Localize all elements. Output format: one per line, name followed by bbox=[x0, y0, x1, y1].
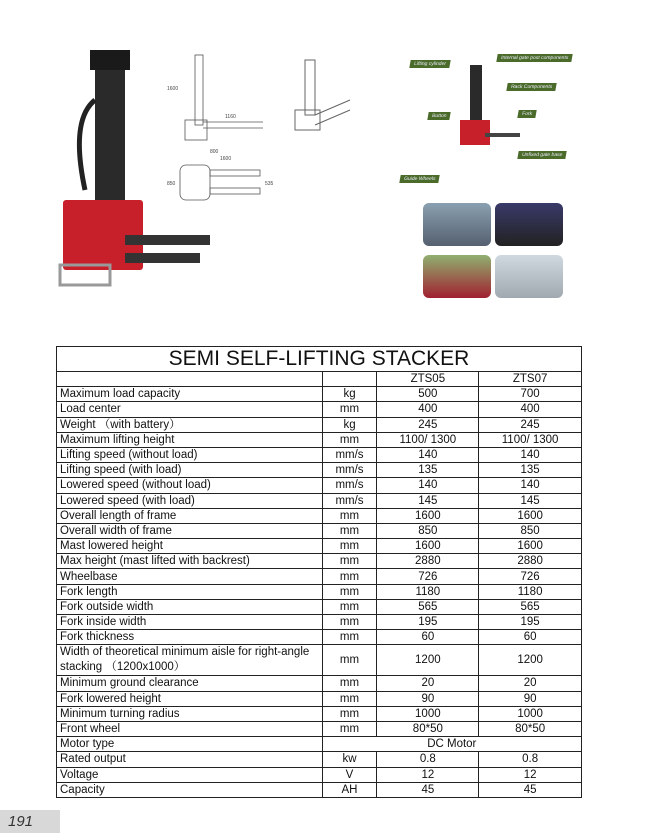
table-row bbox=[57, 508, 582, 523]
table-row bbox=[57, 432, 582, 447]
table-row bbox=[57, 478, 582, 493]
spec-label: Fork outside width bbox=[57, 599, 323, 614]
value-zts07: 140 bbox=[479, 478, 582, 493]
dim-800: 800 bbox=[210, 149, 219, 155]
table-row bbox=[57, 676, 582, 691]
label-gate-base: Unfixed gate base bbox=[517, 151, 567, 159]
spec-unit: mm/s bbox=[322, 447, 377, 462]
usage-photo-1 bbox=[423, 203, 491, 246]
spec-unit: mm/s bbox=[322, 478, 377, 493]
value-zts07: 135 bbox=[479, 463, 582, 478]
spec-label: Mast lowered height bbox=[57, 539, 323, 554]
spec-unit: kw bbox=[322, 752, 377, 767]
value-zts05: 0.8 bbox=[377, 752, 479, 767]
spec-label: Rated output bbox=[57, 752, 323, 767]
page-number: 191 bbox=[8, 813, 34, 830]
value-zts05: 140 bbox=[377, 478, 479, 493]
value-zts05: 20 bbox=[377, 676, 479, 691]
value-zts07: 245 bbox=[479, 417, 582, 432]
value-zts07: 565 bbox=[479, 599, 582, 614]
table-row bbox=[57, 569, 582, 584]
spec-unit: mm bbox=[322, 706, 377, 721]
value-zts05: 500 bbox=[377, 387, 479, 402]
value-zts07: 1000 bbox=[479, 706, 582, 721]
dim-width: 850 bbox=[167, 181, 176, 187]
table-row bbox=[57, 752, 582, 767]
motor-value: DC Motor bbox=[322, 737, 581, 752]
value-zts05: 135 bbox=[377, 463, 479, 478]
table-row bbox=[57, 645, 582, 676]
value-zts07: 1600 bbox=[479, 539, 582, 554]
label-button: Button bbox=[427, 112, 451, 120]
spec-unit: kg bbox=[322, 417, 377, 432]
value-zts05: 1100/ 1300 bbox=[377, 432, 479, 447]
value-zts05: 1000 bbox=[377, 706, 479, 721]
value-zts07: 400 bbox=[479, 402, 582, 417]
table-row bbox=[57, 584, 582, 599]
value-zts07: 80*50 bbox=[479, 721, 582, 736]
value-zts07: 1600 bbox=[479, 508, 582, 523]
spec-label: Wheelbase bbox=[57, 569, 323, 584]
table-row bbox=[57, 599, 582, 614]
table-row bbox=[57, 737, 582, 752]
spec-unit: mm bbox=[322, 599, 377, 614]
value-zts05: 565 bbox=[377, 599, 479, 614]
dimension-drawing bbox=[165, 50, 280, 210]
usage-photo-4 bbox=[495, 255, 563, 298]
value-zts05: 2880 bbox=[377, 554, 479, 569]
value-zts07: 145 bbox=[479, 493, 582, 508]
label-rack: Rack Components bbox=[506, 83, 557, 91]
table-title: SEMI SELF-LIFTING STACKER bbox=[57, 347, 582, 372]
table-row bbox=[57, 782, 582, 797]
spec-unit: mm bbox=[322, 508, 377, 523]
spec-unit: mm bbox=[322, 630, 377, 645]
value-zts05: 1200 bbox=[377, 645, 479, 676]
spec-unit: V bbox=[322, 767, 377, 782]
table-row bbox=[57, 767, 582, 782]
dim-length: 1600 bbox=[220, 156, 232, 162]
table-row bbox=[57, 615, 582, 630]
value-zts05: 90 bbox=[377, 691, 479, 706]
spec-label: Fork inside width bbox=[57, 615, 323, 630]
value-zts05: 195 bbox=[377, 615, 479, 630]
value-zts05: 45 bbox=[377, 782, 479, 797]
value-zts05: 145 bbox=[377, 493, 479, 508]
value-zts07: 1200 bbox=[479, 645, 582, 676]
spec-unit: mm bbox=[322, 554, 377, 569]
spec-label: Fork length bbox=[57, 584, 323, 599]
spec-unit: mm bbox=[322, 721, 377, 736]
spec-label: Front wheel bbox=[57, 721, 323, 736]
model-header: ZTS07 bbox=[479, 372, 582, 387]
annotated-stacker bbox=[440, 55, 520, 155]
spec-label: Lowered speed (with load) bbox=[57, 493, 323, 508]
value-zts07: 195 bbox=[479, 615, 582, 630]
spec-label: Lifting speed (with load) bbox=[57, 463, 323, 478]
spec-unit: mm/s bbox=[322, 463, 377, 478]
label-internal-gate: Internal gate post components bbox=[496, 54, 573, 62]
value-zts07: 850 bbox=[479, 523, 582, 538]
table-row bbox=[57, 721, 582, 736]
spec-unit: AH bbox=[322, 782, 377, 797]
table-row bbox=[57, 493, 582, 508]
spec-label: Maximum lifting height bbox=[57, 432, 323, 447]
spec-label: Voltage bbox=[57, 767, 323, 782]
value-zts07: 12 bbox=[479, 767, 582, 782]
spec-unit: mm bbox=[322, 615, 377, 630]
value-zts05: 726 bbox=[377, 569, 479, 584]
table-row bbox=[57, 691, 582, 706]
spec-unit: mm bbox=[322, 691, 377, 706]
table-row bbox=[57, 402, 582, 417]
table-row bbox=[57, 554, 582, 569]
spec-label: Weight （with battery） bbox=[57, 417, 323, 432]
spec-unit: mm bbox=[322, 539, 377, 554]
spec-label: Minimum turning radius bbox=[57, 706, 323, 721]
page-number-box bbox=[0, 810, 60, 833]
label-lifting-cylinder: Lifting cylinder bbox=[409, 60, 450, 68]
spec-label: Load center bbox=[57, 402, 323, 417]
spec-label: Overall width of frame bbox=[57, 523, 323, 538]
spec-unit: kg bbox=[322, 387, 377, 402]
value-zts07: 20 bbox=[479, 676, 582, 691]
value-zts05: 12 bbox=[377, 767, 479, 782]
stacker-sketch bbox=[285, 55, 355, 145]
table-row bbox=[57, 463, 582, 478]
value-zts07: 140 bbox=[479, 447, 582, 462]
value-zts05: 60 bbox=[377, 630, 479, 645]
spec-label: Maximum load capacity bbox=[57, 387, 323, 402]
dim-height: 1600 bbox=[167, 86, 179, 92]
dim-fork: 1160 bbox=[225, 114, 236, 120]
spec-label: Minimum ground clearance bbox=[57, 676, 323, 691]
value-zts05: 1600 bbox=[377, 508, 479, 523]
spec-unit: mm bbox=[322, 676, 377, 691]
table-row bbox=[57, 417, 582, 432]
spec-unit: mm/s bbox=[322, 493, 377, 508]
dim-535: 535 bbox=[265, 181, 274, 187]
spec-table bbox=[56, 346, 582, 798]
spec-label: Motor type bbox=[57, 737, 323, 752]
value-zts05: 400 bbox=[377, 402, 479, 417]
spec-label: Fork thickness bbox=[57, 630, 323, 645]
value-zts07: 45 bbox=[479, 782, 582, 797]
table-row bbox=[57, 630, 582, 645]
value-zts05: 140 bbox=[377, 447, 479, 462]
table-row bbox=[57, 447, 582, 462]
spec-label: Fork lowered height bbox=[57, 691, 323, 706]
value-zts07: 1100/ 1300 bbox=[479, 432, 582, 447]
value-zts07: 1180 bbox=[479, 584, 582, 599]
spec-unit: mm bbox=[322, 432, 377, 447]
table-row bbox=[57, 539, 582, 554]
label-guide-wheels: Guide Wheels bbox=[399, 175, 440, 183]
value-zts07: 2880 bbox=[479, 554, 582, 569]
value-zts05: 850 bbox=[377, 523, 479, 538]
spec-label: Lifting speed (without load) bbox=[57, 447, 323, 462]
value-zts07: 90 bbox=[479, 691, 582, 706]
model-header: ZTS05 bbox=[377, 372, 479, 387]
table-row bbox=[57, 706, 582, 721]
spec-unit: mm bbox=[322, 645, 377, 676]
value-zts07: 726 bbox=[479, 569, 582, 584]
spec-unit: mm bbox=[322, 402, 377, 417]
value-zts07: 700 bbox=[479, 387, 582, 402]
label-fork: Fork bbox=[517, 110, 536, 118]
spec-label: Max height (mast lifted with backrest) bbox=[57, 554, 323, 569]
spec-label: Width of theoretical minimum aisle for right-angle stacking （1200x1000） bbox=[57, 645, 323, 676]
table-row bbox=[57, 523, 582, 538]
usage-photo-2 bbox=[495, 203, 563, 246]
usage-photo-3 bbox=[423, 255, 491, 298]
value-zts07: 60 bbox=[479, 630, 582, 645]
value-zts05: 1600 bbox=[377, 539, 479, 554]
spec-label: Capacity bbox=[57, 782, 323, 797]
spec-label: Lowered speed (without load) bbox=[57, 478, 323, 493]
value-zts05: 80*50 bbox=[377, 721, 479, 736]
spec-unit: mm bbox=[322, 523, 377, 538]
spec-unit: mm bbox=[322, 569, 377, 584]
table-row bbox=[57, 387, 582, 402]
value-zts05: 245 bbox=[377, 417, 479, 432]
value-zts07: 0.8 bbox=[479, 752, 582, 767]
spec-unit: mm bbox=[322, 584, 377, 599]
value-zts05: 1180 bbox=[377, 584, 479, 599]
spec-label: Overall length of frame bbox=[57, 508, 323, 523]
